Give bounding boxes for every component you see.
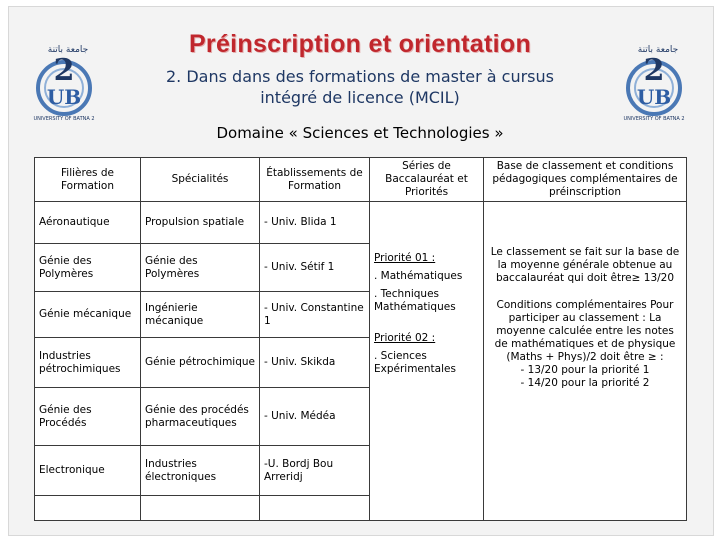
base-paragraph-1: Le classement se fait sur la base de la moyenne générale obtenue au baccalauréat qui doit être≥ 13/20 <box>490 246 680 284</box>
cell-etablissement: - Univ. Médéa <box>260 388 370 446</box>
cell-specialite: Génie des Polymères <box>141 244 260 292</box>
cell-filiere: Génie mécanique <box>35 292 141 338</box>
cell-etablissement: - Univ. Skikda <box>260 338 370 388</box>
cell-specialite: Génie des procédés pharmaceutiques <box>141 388 260 446</box>
cell-specialite: Propulsion spatiale <box>141 202 260 244</box>
priority-2-item-1: . Sciences Expérimentales <box>374 350 456 375</box>
header-specialites: Spécialités <box>141 158 260 202</box>
cell-base-conditions <box>484 202 687 521</box>
cell-specialite: Industries électroniques <box>141 446 260 496</box>
cell-etablissement: -U. Bordj Bou Arreridj <box>260 446 370 496</box>
formations-table <box>34 157 687 521</box>
priority-1-item-2: . Techniques Mathématiques <box>374 288 456 313</box>
base-paragraph-2: Conditions complémentaires Pour participer au classement : La moyenne calculée entre les notes de mathématiques et de physique (Maths + Phys)/2 doit être ≥ : <box>494 299 676 363</box>
table-row <box>35 202 687 244</box>
svg-text:جامعة باتنة: جامعة باتنة <box>47 45 89 55</box>
cell-etablissement: - Univ. Blida 1 <box>260 202 370 244</box>
priority-2-label: Priorité 02 : <box>374 332 436 344</box>
priority-1-item-1: . Mathématiques <box>374 270 463 282</box>
svg-text:2: 2 <box>643 53 665 88</box>
cell-filiere: Electronique <box>35 446 141 496</box>
base-threshold-2: - 14/20 pour la priorité 2 <box>520 377 650 389</box>
svg-text:2: 2 <box>53 53 75 88</box>
page-title: Préinscription et orientation <box>188 30 532 58</box>
svg-text:UNIVERSITY OF BATNA 2: UNIVERSITY OF BATNA 2 <box>33 116 95 122</box>
table-header-row <box>35 158 687 202</box>
priority-1-label: Priorité 01 : <box>374 252 436 264</box>
cell-specialite: Génie pétrochimique <box>141 338 260 388</box>
page-subtitle <box>0 66 720 108</box>
svg-text:UB: UB <box>636 85 672 109</box>
cell-filiere: Génie des Procédés <box>35 388 141 446</box>
base-threshold-1: - 13/20 pour la priorité 1 <box>520 364 650 376</box>
subtitle-line-1: 2. Dans dans des formations de master à cursus <box>166 67 554 86</box>
subtitle-line-2: intégré de licence (MCIL) <box>260 88 460 107</box>
cell-filiere: Génie des Polymères <box>35 244 141 292</box>
cell-specialite: Ingénierie mécanique <box>141 292 260 338</box>
cell-empty <box>260 496 370 521</box>
cell-etablissement: - Univ. Constantine 1 <box>260 292 370 338</box>
header-series: Séries de Baccalauréat et Priorités <box>370 158 484 202</box>
cell-series-priorities <box>370 202 484 521</box>
cell-etablissement: - Univ. Sétif 1 <box>260 244 370 292</box>
header-etablissements: Établissements de Formation <box>260 158 370 202</box>
svg-text:UB: UB <box>46 85 82 109</box>
cell-empty <box>141 496 260 521</box>
header-base: Base de classement et conditions pédagogiques complémentaires de préinscription <box>484 158 687 202</box>
header-filieres: Filières de Formation <box>35 158 141 202</box>
cell-empty <box>35 496 141 521</box>
domain-heading: Domaine « Sciences et Technologies » <box>216 124 504 142</box>
svg-text:جامعة باتنة: جامعة باتنة <box>637 45 679 55</box>
cell-filiere: Industries pétrochimiques <box>35 338 141 388</box>
cell-filiere: Aéronautique <box>35 202 141 244</box>
svg-text:UNIVERSITY OF BATNA 2: UNIVERSITY OF BATNA 2 <box>623 116 685 122</box>
